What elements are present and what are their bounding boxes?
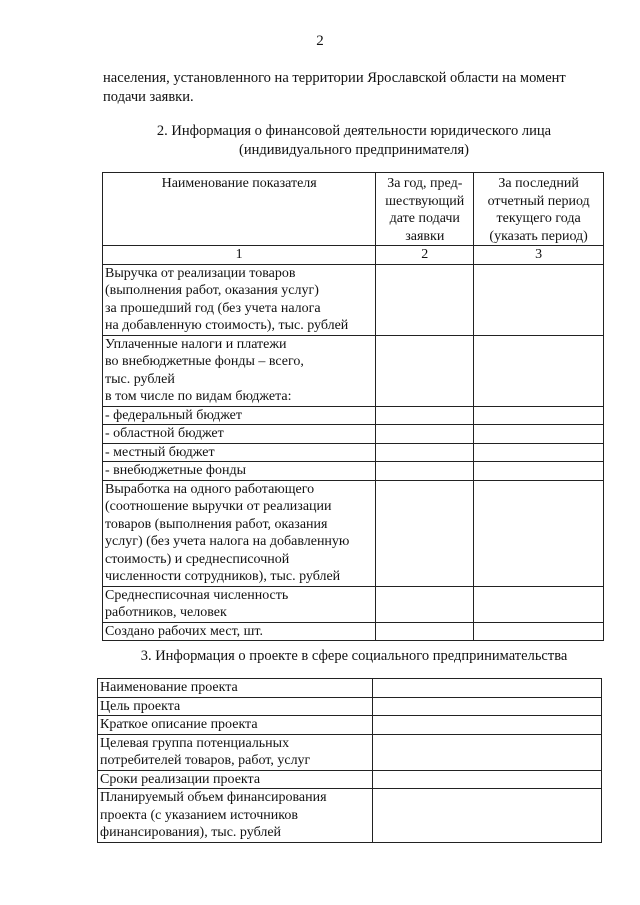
project-value-cell <box>372 679 601 698</box>
table-row <box>98 697 602 716</box>
indicator-cell <box>103 335 376 406</box>
indicator-cell <box>103 264 376 335</box>
section3-title: 3. Информация о проекте в сфере социального предпринимательства <box>140 648 568 664</box>
column-number-row <box>103 246 604 265</box>
table-row <box>98 734 602 770</box>
header-indicator <box>103 173 376 246</box>
cell-line: финансирования), тыс. рублей <box>100 825 282 840</box>
cell-line: на добавленную стоимость), тыс. рублей <box>105 318 349 333</box>
cell-line: Выручка от реализации товаров <box>105 265 296 281</box>
cell-line: тыс. рублей <box>105 371 175 387</box>
value-cell <box>474 264 604 335</box>
section2-title-line: (индивидуального предпринимателя) <box>239 142 469 158</box>
value-cell <box>474 480 604 586</box>
intro-paragraph <box>103 69 608 107</box>
cell-line: за прошедший год (без учета налога <box>105 300 321 316</box>
table-row <box>98 770 602 789</box>
indicator-cell: - внебюджетные фонды <box>103 462 376 481</box>
table-row <box>103 264 604 335</box>
cell-line: (выполнения работ, оказания услуг) <box>105 283 319 298</box>
header-current-period <box>474 173 604 246</box>
cell-line: (соотношение выручки от реализации <box>105 499 332 514</box>
cell-line: Целевая группа потенциальных <box>100 735 290 751</box>
cell-line: стоимость) и среднесписочной <box>105 551 290 567</box>
table-row <box>103 335 604 406</box>
project-value-cell <box>372 716 601 735</box>
cell-line: работников, человек <box>105 605 227 620</box>
project-label-cell: Наименование проекта <box>98 679 373 698</box>
project-label-cell <box>98 734 373 770</box>
indicator-cell <box>103 480 376 586</box>
header-line: За последний <box>498 176 579 191</box>
project-label-cell: Сроки реализации проекта <box>98 770 373 789</box>
cell-line: Уплаченные налоги и платежи <box>105 336 287 352</box>
cell-line: во внебюджетные фонды – всего, <box>105 354 304 369</box>
table-row <box>98 789 602 843</box>
table-row <box>98 679 602 698</box>
intro-line: населения, установленного на территории Ярославской области на момент <box>103 70 566 86</box>
project-value-cell <box>372 734 601 770</box>
value-cell <box>474 462 604 481</box>
value-cell <box>376 406 474 425</box>
cell-line: потребителей товаров, работ, услуг <box>100 753 311 768</box>
value-cell <box>474 335 604 406</box>
value-cell <box>376 480 474 586</box>
project-value-cell <box>372 770 601 789</box>
value-cell <box>376 443 474 462</box>
indicator-cell: - местный бюджет <box>103 443 376 462</box>
project-table <box>97 678 602 843</box>
value-cell <box>376 335 474 406</box>
header-prev-year <box>376 173 474 246</box>
cell-line: товаров (выполнения работ, оказания <box>105 516 328 532</box>
value-cell <box>474 443 604 462</box>
table-row <box>103 622 604 641</box>
value-cell <box>474 425 604 444</box>
project-label-cell <box>98 789 373 843</box>
financial-table <box>102 172 604 641</box>
value-cell <box>376 622 474 641</box>
table-row <box>103 406 604 425</box>
value-cell <box>474 586 604 622</box>
header-line: текущего года <box>496 211 581 226</box>
value-cell <box>376 425 474 444</box>
project-label-cell: Краткое описание проекта <box>98 716 373 735</box>
column-number: 2 <box>376 246 474 265</box>
cell-line: численности сотрудников), тыс. рублей <box>105 569 341 584</box>
indicator-cell: - федеральный бюджет <box>103 406 376 425</box>
section2-heading <box>100 122 608 160</box>
intro-line: подачи заявки. <box>103 89 194 105</box>
indicator-cell <box>103 586 376 622</box>
project-value-cell <box>372 697 601 716</box>
project-value-cell <box>372 789 601 843</box>
section2-title-line: 2. Информация о финансовой деятельности юридического лица <box>156 123 552 139</box>
header-line: шествующий <box>385 193 465 209</box>
column-number: 3 <box>474 246 604 265</box>
cell-line: Среднесписочная численность <box>105 587 289 603</box>
table-row <box>103 586 604 622</box>
header-line: заявки <box>405 228 445 244</box>
value-cell <box>474 406 604 425</box>
cell-line: услуг) (без учета налога на добавленную <box>105 534 350 549</box>
header-line: (указать период) <box>489 228 588 244</box>
section3-heading <box>100 647 608 666</box>
header-line: Наименование показателя <box>161 176 317 191</box>
header-line: дате подачи <box>389 211 460 226</box>
page-number: 2 <box>316 33 324 49</box>
table-row <box>98 716 602 735</box>
table-row <box>103 462 604 481</box>
indicator-cell: - областной бюджет <box>103 425 376 444</box>
cell-line: проекта (с указанием источников <box>100 807 298 823</box>
value-cell <box>376 586 474 622</box>
cell-line: Выработка на одного работающего <box>105 481 315 497</box>
table-row <box>103 443 604 462</box>
table-row <box>103 425 604 444</box>
value-cell <box>376 462 474 481</box>
table-header-row <box>103 173 604 246</box>
header-line: За год, пред- <box>387 176 463 191</box>
value-cell <box>376 264 474 335</box>
column-number: 1 <box>103 246 376 265</box>
header-line: отчетный период <box>487 193 590 209</box>
value-cell <box>474 622 604 641</box>
table-row <box>103 480 604 586</box>
cell-line: Планируемый объем финансирования <box>100 790 327 805</box>
project-label-cell: Цель проекта <box>98 697 373 716</box>
indicator-cell: Создано рабочих мест, шт. <box>103 622 376 641</box>
cell-line: в том числе по видам бюджета: <box>105 389 292 404</box>
